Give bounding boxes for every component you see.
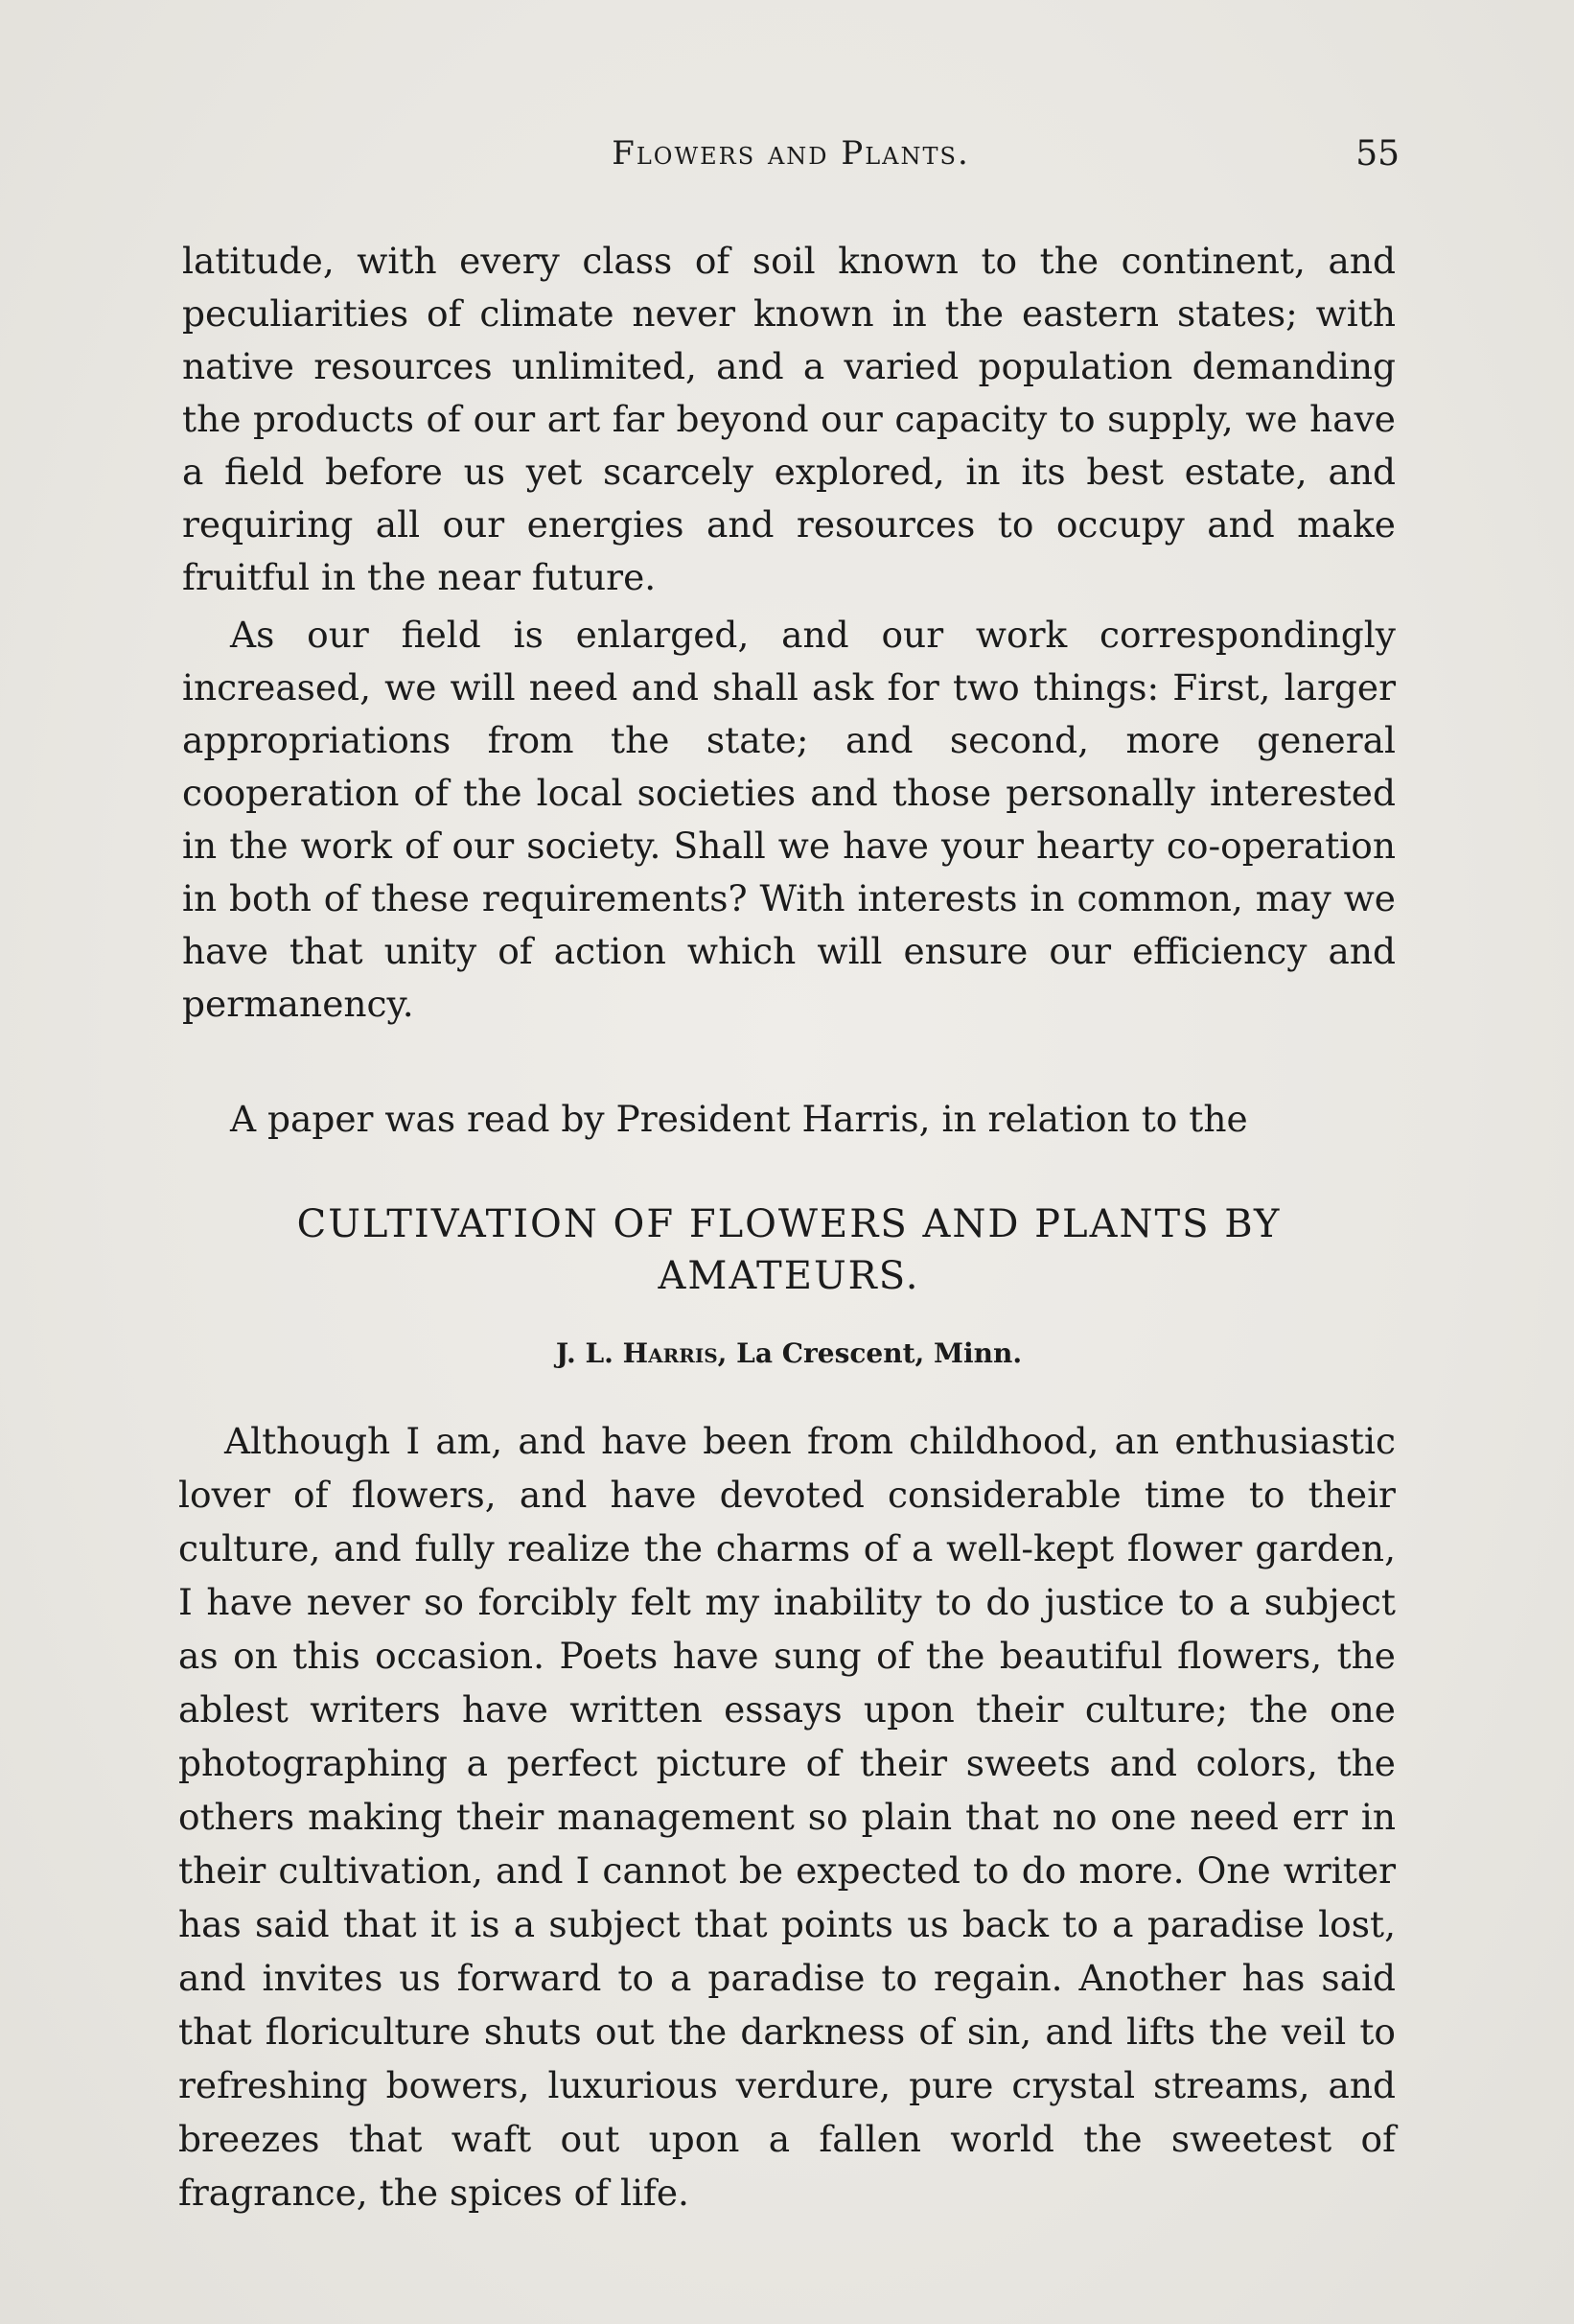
byline-surname: Harris, — [622, 1337, 728, 1369]
byline-initials: J. L. — [555, 1337, 613, 1369]
author-byline — [182, 1337, 1396, 1369]
running-head — [182, 134, 1400, 192]
running-title: Flowers and Plants. — [612, 134, 970, 173]
paper-intro-line: A paper was read by President Harris, in relation to the — [230, 1098, 1248, 1140]
paragraph-continued: latitude, with every class of soil known to the continent, and peculiarities of climate never known in the eastern states; with native resources unlimited, and a varied population demanding the products of our art far beyond our capacity to supply, we have a field before us yet scarcely explored, in its best estate, and requiring all our energies and resources to occupy and make fruitful in the near future. — [182, 240, 1396, 598]
section-title-line-2: AMATEURS. — [658, 1254, 920, 1298]
paragraph-field-enlarged: As our field is enlarged, and our work correspondingly increased, we will need and shall ask for two things: First, larger appropriations from the state; and second, more general cooperation of the local societies and those personally interested in the work of our society. Shall we have your hearty co-operation in both of these requirements? With interests in common, may we have that unity of action which will ensure our efficiency and permanency. — [182, 614, 1396, 1025]
page-number: 55 — [1355, 134, 1400, 174]
section-title-line-1: CULTIVATION OF FLOWERS AND PLANTS BY — [296, 1202, 1282, 1246]
section-title — [182, 1198, 1396, 1302]
paragraph-although: Although I am, and have been from childhood, an enthusiastic lover of flowers, and have devoted considerable time to their culture, and fully realize the charms of a well-kept flower garden, I have never so forcibly felt my inability to do justice to a subject as on this occasion. Poets have sung of the beautiful flowers, the ablest writers have written essays upon their culture; the one photographing a perfect picture of their sweets and colors, the others making their management so plain that no one need err in their cultivation, and I cannot be expected to do more. One writer has said that it is a subject that points us back to a paradise lost, and invites us forward to a paradise to regain. Another has said that floriculture shuts out the darkness of sin, and lifts the veil to refreshing bowers, luxurious verdure, pure crystal streams, and breezes that waft out upon a fallen world the sweetest of fragrance, the spices of life. — [178, 1420, 1396, 2214]
byline-place: La Crescent, Minn. — [736, 1337, 1023, 1369]
